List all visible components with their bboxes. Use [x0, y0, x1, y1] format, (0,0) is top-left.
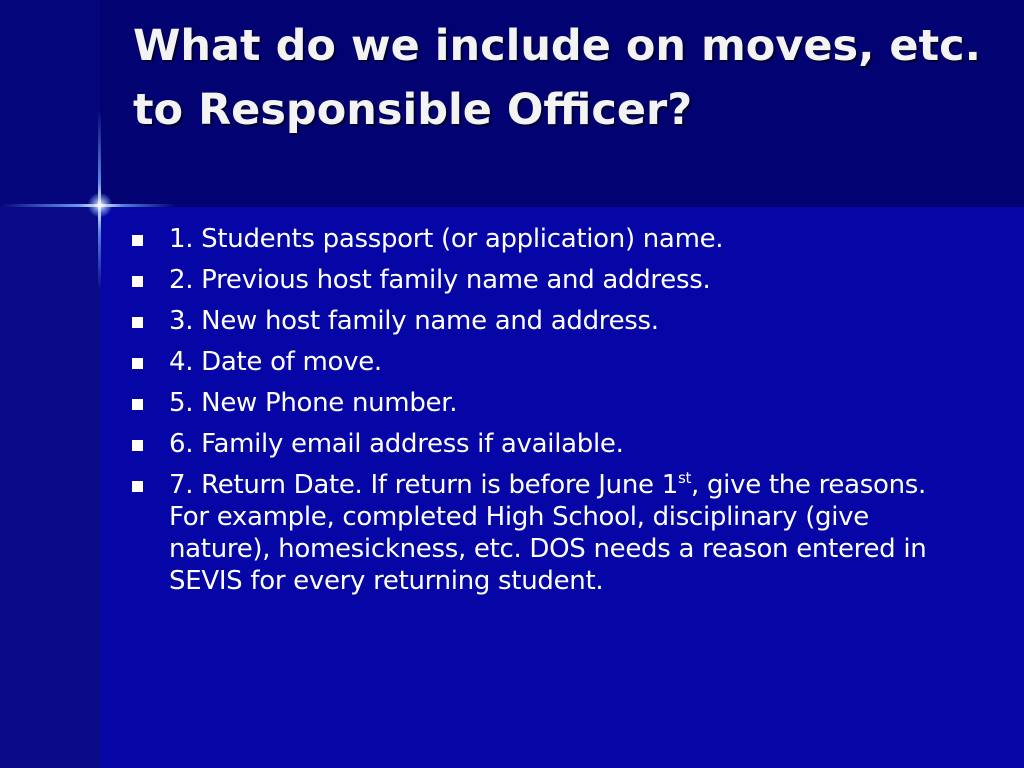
ordinal-superscript: st: [677, 469, 692, 487]
bullet-item-1: [128, 223, 943, 255]
background-corner-block: [0, 0, 100, 207]
bullet-text-6: 6. Family email address if available.: [169, 429, 624, 459]
slide-title: What do we include on moves, etc. to Responsible Officer?: [133, 21, 981, 135]
square-bullet-icon: [132, 481, 143, 492]
square-bullet-icon: [132, 317, 143, 328]
bullet-item-3: [128, 305, 943, 337]
bullet-text-7-end: , give the reasons. For example, completed High School, disciplinary (give nature), homesickness, etc. DOS needs a reason entered in SEVIS for every returning student.: [169, 470, 927, 596]
square-bullet-icon: [132, 440, 143, 451]
square-bullet-icon: [132, 358, 143, 369]
bullet-text-4: 4. Date of move.: [169, 347, 382, 377]
bullet-item-5: [128, 387, 943, 419]
square-bullet-icon: [132, 276, 143, 287]
bullet-item-2: [128, 264, 943, 296]
bullet-item-4: [128, 346, 943, 378]
bullet-item-7: [128, 469, 943, 597]
bullet-text-2: 2. Previous host family name and address.: [169, 265, 711, 295]
square-bullet-icon: [132, 399, 143, 410]
decorative-star-glow: [88, 193, 112, 217]
bullet-text-3: 3. New host family name and address.: [169, 306, 659, 336]
bullet-list: [128, 223, 943, 606]
bullet-text-7-start: 7. Return Date. If return is before June 1: [169, 470, 678, 500]
bullet-item-6: [128, 428, 943, 460]
square-bullet-icon: [132, 235, 143, 246]
bullet-text-5: 5. New Phone number.: [169, 388, 458, 418]
bullet-text-1: 1. Students passport (or application) name.: [169, 224, 724, 254]
